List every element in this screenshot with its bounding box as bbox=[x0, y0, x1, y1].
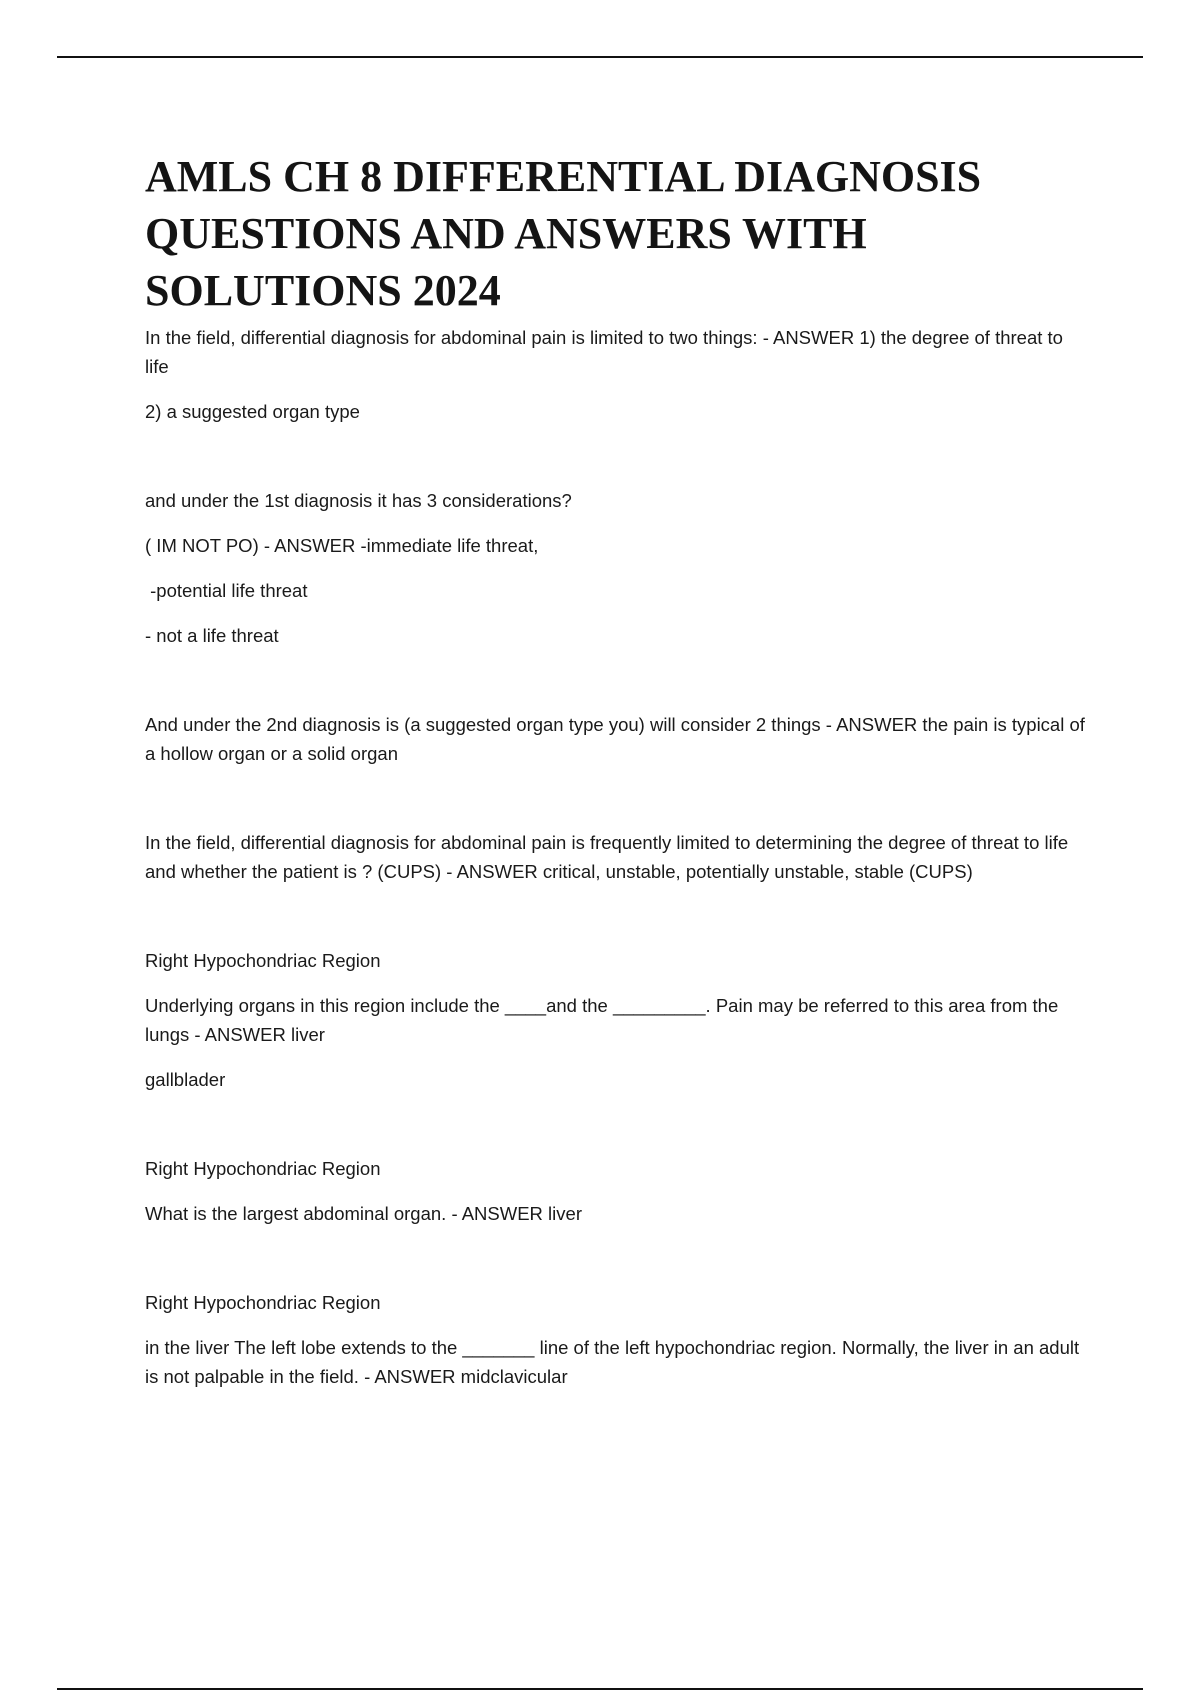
spacer bbox=[145, 886, 1090, 946]
spacer bbox=[145, 975, 1090, 991]
spacer bbox=[145, 515, 1090, 531]
spacer bbox=[145, 381, 1090, 397]
paragraph-q2-answer-3: - not a life threat bbox=[145, 625, 279, 646]
top-rule bbox=[57, 56, 1143, 58]
bottom-rule bbox=[57, 1688, 1143, 1690]
spacer bbox=[145, 1228, 1090, 1288]
paragraph-q5-answer-2: gallblader bbox=[145, 1069, 226, 1090]
spacer bbox=[145, 560, 1090, 576]
paragraph-q6: What is the largest abdominal organ. - ANSWER liver bbox=[145, 1203, 582, 1224]
spacer bbox=[145, 1183, 1090, 1199]
spacer bbox=[145, 1094, 1090, 1154]
section-heading: Right Hypochondriac Region bbox=[145, 1292, 381, 1313]
document-body bbox=[145, 148, 1090, 1391]
paragraph-q1-answer-2: 2) a suggested organ type bbox=[145, 401, 360, 422]
spacer bbox=[145, 605, 1090, 621]
section-heading: Right Hypochondriac Region bbox=[145, 950, 381, 971]
spacer bbox=[145, 426, 1090, 486]
paragraph-q4: In the field, differential diagnosis for abdominal pain is frequently limited to determining the degree of threat to life and whether the patient is ? (CUPS) - ANSWER critical, unstable, potentially unstable, stable (CUPS) bbox=[145, 832, 1069, 882]
spacer bbox=[145, 650, 1090, 710]
document-title: AMLS CH 8 DIFFERENTIAL DIAGNOSIS QUESTIONS AND ANSWERS WITH SOLUTIONS 2024 bbox=[145, 152, 982, 315]
section-heading: Right Hypochondriac Region bbox=[145, 1158, 381, 1179]
paragraph-q2-answer-2: -potential life threat bbox=[145, 580, 308, 601]
paragraph-q5: Underlying organs in this region include the ____and the _________. Pain may be referred to this area from the lungs - ANSWER liver bbox=[145, 995, 1059, 1045]
paragraph-q3: And under the 2nd diagnosis is (a suggested organ type you) will consider 2 things - ANSWER the pain is typical of a hollow organ or a solid organ bbox=[145, 714, 1085, 764]
paragraph-q2: and under the 1st diagnosis it has 3 considerations? bbox=[145, 490, 572, 511]
spacer bbox=[145, 1049, 1090, 1065]
spacer bbox=[145, 768, 1090, 828]
spacer bbox=[145, 1317, 1090, 1333]
paragraph-q7: in the liver The left lobe extends to the _______ line of the left hypochondriac region. Normally, the liver in an adult is not palpable in the field. - ANSWER midclavicular bbox=[145, 1337, 1080, 1387]
paragraph-q1: In the field, differential diagnosis for abdominal pain is limited to two things: - ANSWER 1) the degree of threat to life bbox=[145, 327, 1063, 377]
paragraph-q2-answer: ( IM NOT PO) - ANSWER -immediate life threat, bbox=[145, 535, 539, 556]
